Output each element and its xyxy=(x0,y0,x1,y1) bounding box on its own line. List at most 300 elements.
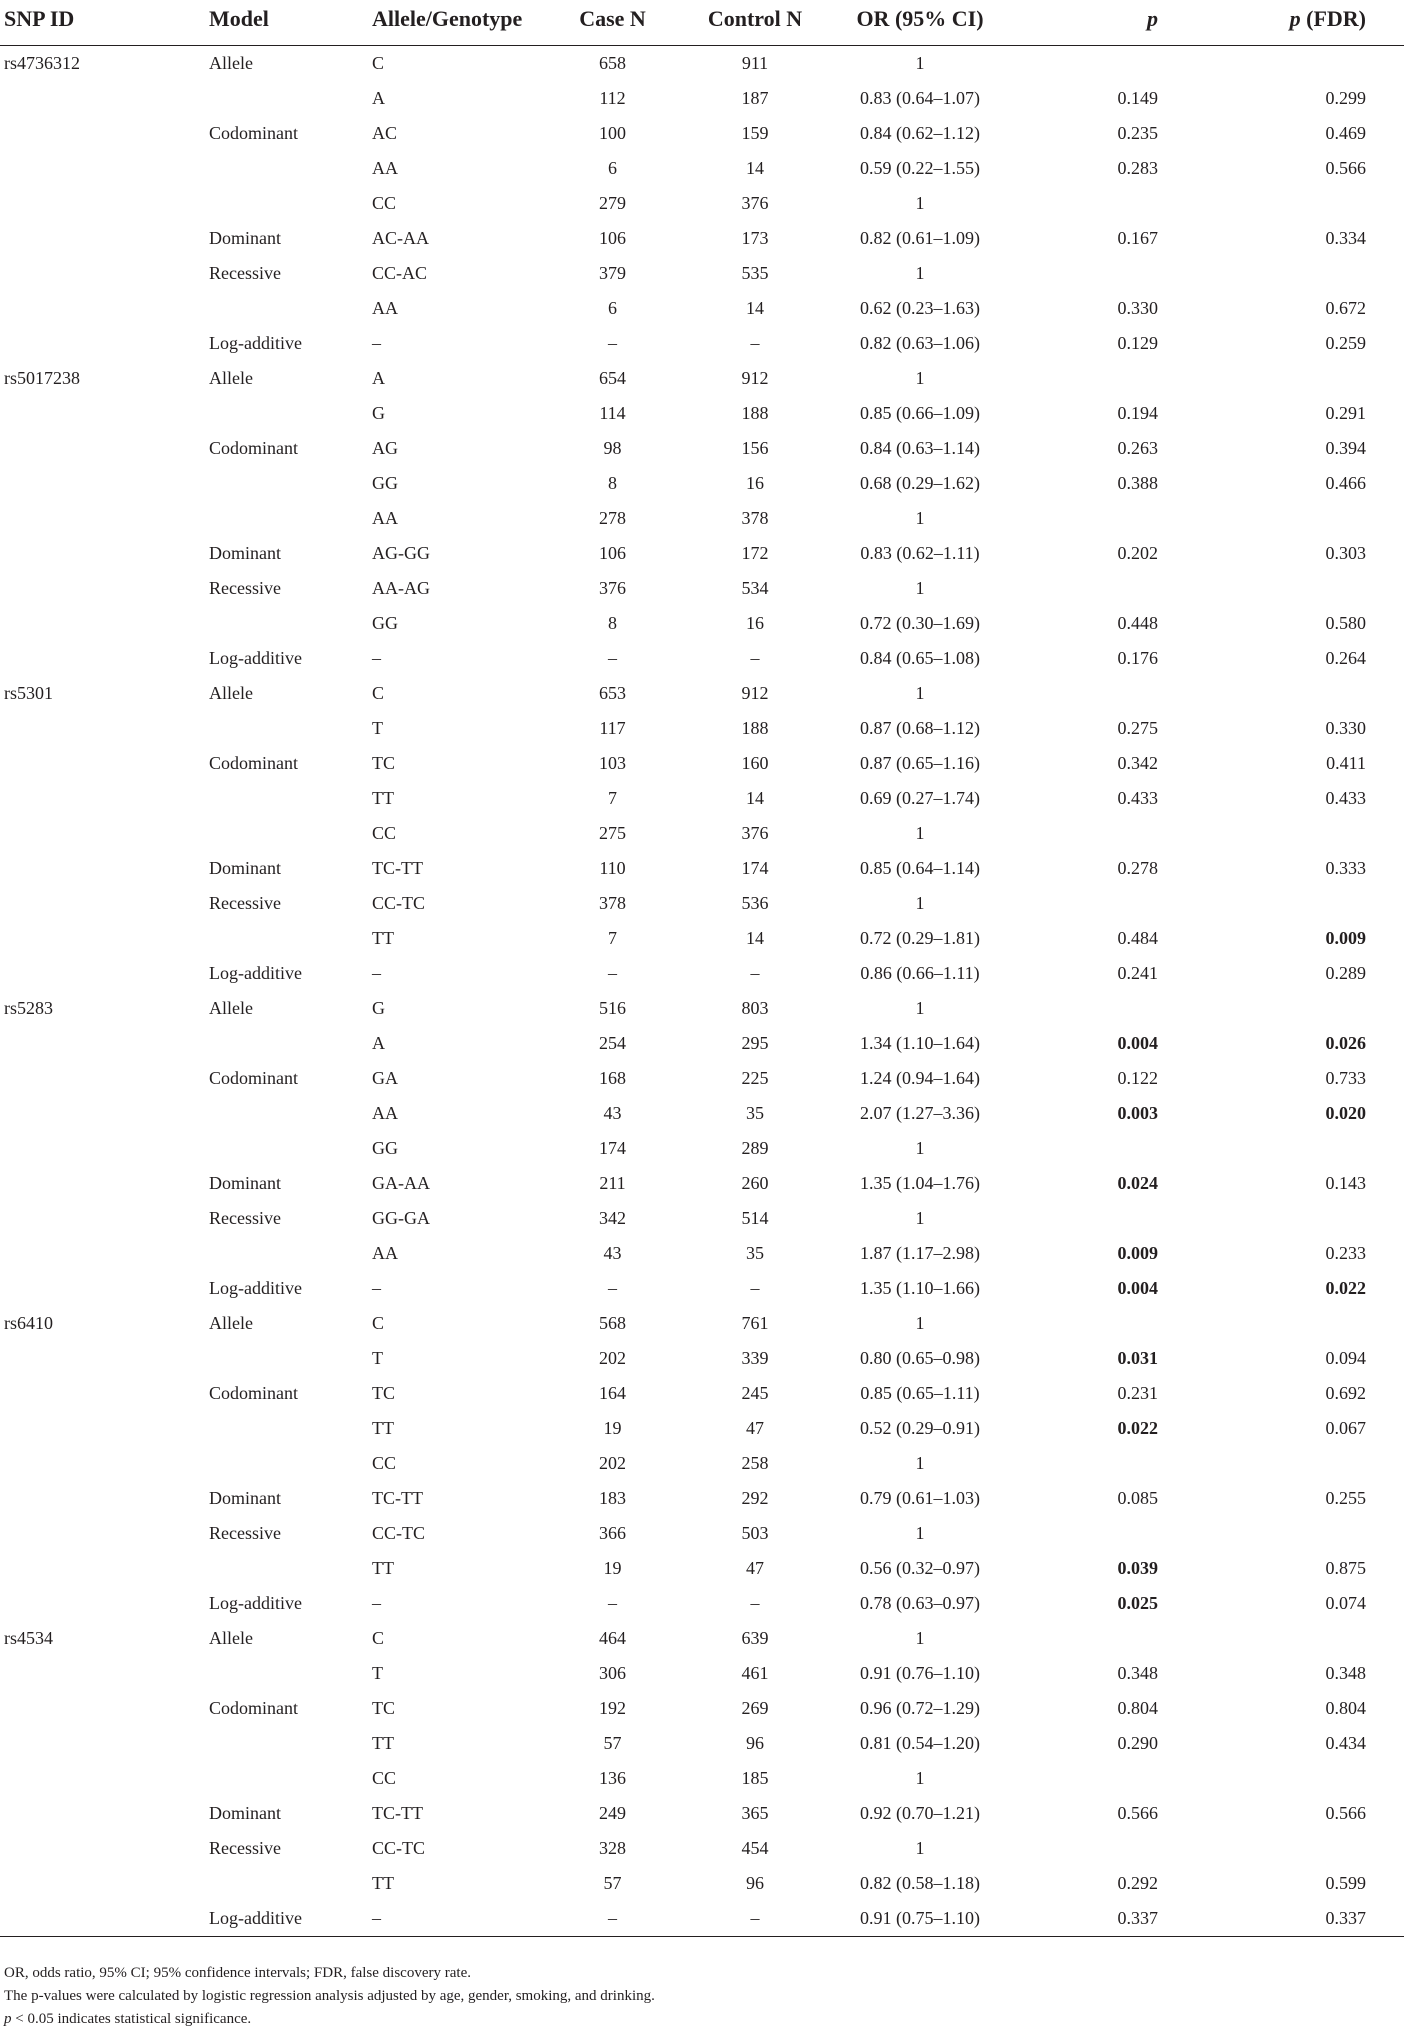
cell-snp-id xyxy=(0,1516,209,1551)
cell-allele-genotype: GG xyxy=(372,1137,398,1158)
cell-snp-id xyxy=(0,1481,209,1516)
table-row xyxy=(0,501,1404,536)
cell-snp-id xyxy=(0,396,209,431)
table-row xyxy=(0,711,1404,746)
footnote-method: The p-values were calculated by logistic regression analysis adjusted by age, gender, smoking, and drinking. xyxy=(4,1988,655,2004)
cell-allele-genotype: TT xyxy=(372,1417,394,1438)
cell-or-ci: 0.78 (0.63–0.97) xyxy=(860,1592,980,1613)
cell-case-n: 516 xyxy=(599,997,626,1018)
table-row xyxy=(0,1236,1404,1271)
cell-allele-genotype: TC xyxy=(372,1697,396,1718)
header-p: p xyxy=(1000,0,1188,45)
cell-allele-genotype: TT xyxy=(372,787,394,808)
cell-snp-id xyxy=(0,1551,209,1586)
table-row xyxy=(0,1761,1404,1796)
cell-case-n: 8 xyxy=(608,472,617,493)
cell-model: Dominant xyxy=(209,542,281,563)
cell-model: Allele xyxy=(209,1627,253,1648)
cell-p-value: 0.292 xyxy=(1117,1872,1158,1893)
cell-control-n: 761 xyxy=(741,1312,769,1333)
cell-model xyxy=(209,151,372,186)
table-row xyxy=(0,921,1404,956)
cell-allele-genotype: CC-AC xyxy=(372,262,428,283)
cell-p-fdr xyxy=(1188,1446,1404,1481)
table-row xyxy=(0,956,1404,991)
cell-allele-genotype: – xyxy=(372,647,381,668)
cell-snp-id xyxy=(0,221,209,256)
cell-model xyxy=(209,921,372,956)
cell-case-n: 379 xyxy=(599,262,626,283)
cell-control-n: 803 xyxy=(741,997,769,1018)
cell-p-value: 0.129 xyxy=(1117,332,1158,353)
cell-p-value xyxy=(1000,1201,1188,1236)
cell-control-n: 292 xyxy=(741,1487,769,1508)
cell-control-n: 514 xyxy=(741,1207,769,1228)
cell-case-n: 103 xyxy=(599,752,626,773)
cell-case-n: – xyxy=(608,962,617,983)
cell-p-fdr: 0.143 xyxy=(1325,1172,1366,1193)
table-row xyxy=(0,1201,1404,1236)
cell-allele-genotype: CC-TC xyxy=(372,1837,426,1858)
table-row xyxy=(0,396,1404,431)
cell-snp-id xyxy=(0,711,209,746)
cell-p-value xyxy=(1000,1831,1188,1866)
cell-p-fdr: 0.337 xyxy=(1188,1901,1404,1937)
cell-model xyxy=(209,1726,372,1761)
cell-p-value xyxy=(1000,361,1188,396)
cell-control-n: – xyxy=(750,1592,760,1613)
cell-p-fdr: 0.330 xyxy=(1325,717,1366,738)
cell-or-ci: 0.83 (0.64–1.07) xyxy=(860,87,980,108)
header-allele-genotype: Allele/Genotype xyxy=(372,0,555,45)
cell-model xyxy=(209,291,372,326)
cell-case-n: 136 xyxy=(599,1767,626,1788)
cell-case-n: 106 xyxy=(599,227,626,248)
cell-or-ci: 1.35 (1.04–1.76) xyxy=(860,1172,980,1193)
cell-control-n: 503 xyxy=(741,1522,769,1543)
cell-case-n: 249 xyxy=(599,1802,626,1823)
cell-p-value: 0.202 xyxy=(1117,542,1158,563)
cell-model: Recessive xyxy=(209,262,281,283)
cell-p-value xyxy=(1000,816,1188,851)
table-header-row xyxy=(0,0,1404,45)
cell-case-n: 43 xyxy=(603,1102,622,1123)
cell-snp-id xyxy=(0,81,209,116)
cell-allele-genotype: G xyxy=(372,997,385,1018)
cell-control-n: 376 xyxy=(741,192,769,213)
cell-p-fdr: 0.469 xyxy=(1325,122,1366,143)
cell-model: Log-additive xyxy=(209,962,302,983)
table-row xyxy=(0,1481,1404,1516)
cell-case-n: 654 xyxy=(599,367,626,388)
cell-control-n: – xyxy=(750,332,760,353)
cell-allele-genotype: TC-TT xyxy=(372,857,423,878)
cell-snp-id xyxy=(0,1446,209,1481)
cell-p-fdr: 0.289 xyxy=(1325,962,1366,983)
cell-snp-id xyxy=(0,1236,209,1271)
table-row xyxy=(0,256,1404,291)
cell-or-ci: 0.91 (0.75–1.10) xyxy=(840,1901,1000,1937)
cell-p-fdr xyxy=(1188,1831,1404,1866)
cell-allele-genotype: TT xyxy=(372,927,394,948)
table-row xyxy=(0,1866,1404,1901)
table-row xyxy=(0,221,1404,256)
cell-p-fdr xyxy=(1188,676,1404,711)
cell-or-ci: 1 xyxy=(915,1767,925,1788)
cell-snp-id xyxy=(0,1796,209,1831)
cell-or-ci: 1 xyxy=(915,192,925,213)
cell-or-ci: 1 xyxy=(915,262,925,283)
cell-allele-genotype: C xyxy=(372,1312,385,1333)
cell-case-n: 174 xyxy=(599,1137,626,1158)
cell-model xyxy=(209,1866,372,1901)
cell-model: Dominant xyxy=(209,857,281,878)
cell-model xyxy=(209,186,372,221)
cell-p-fdr: 0.074 xyxy=(1325,1592,1366,1613)
cell-p-fdr xyxy=(1188,816,1404,851)
table-row xyxy=(0,1446,1404,1481)
cell-allele-genotype: AA xyxy=(372,1102,398,1123)
cell-or-ci: 1 xyxy=(915,577,925,598)
table-row xyxy=(0,1901,1404,1937)
cell-allele-genotype: CC-TC xyxy=(372,1522,426,1543)
cell-control-n: 47 xyxy=(746,1417,764,1438)
cell-p-fdr xyxy=(1188,256,1404,291)
cell-p-value xyxy=(1000,571,1188,606)
cell-or-ci: 0.80 (0.65–0.98) xyxy=(860,1347,980,1368)
cell-control-n: 156 xyxy=(741,437,769,458)
cell-or-ci: 0.91 (0.76–1.10) xyxy=(860,1662,980,1683)
cell-case-n: 328 xyxy=(599,1837,626,1858)
cell-snp-id xyxy=(0,606,209,641)
cell-allele-genotype: AA xyxy=(372,1242,398,1263)
cell-p-value: 0.342 xyxy=(1117,752,1158,773)
cell-model xyxy=(209,711,372,746)
cell-p-fdr xyxy=(1188,45,1404,81)
cell-or-ci: 1.34 (1.10–1.64) xyxy=(860,1032,980,1053)
table-row xyxy=(0,676,1404,711)
cell-case-n: 366 xyxy=(599,1522,626,1543)
cell-p-fdr: 0.303 xyxy=(1325,542,1366,563)
cell-allele-genotype: GA-AA xyxy=(372,1172,430,1193)
cell-p-value: 0.039 xyxy=(1117,1557,1158,1578)
cell-allele-genotype: AC xyxy=(372,122,398,143)
cell-p-fdr xyxy=(1188,571,1404,606)
cell-p-value: 0.003 xyxy=(1117,1102,1158,1123)
footnote-abbreviations: OR, odds ratio, 95% CI; 95% confidence intervals; FDR, false discovery rate. xyxy=(4,1965,471,1981)
cell-p-fdr: 0.264 xyxy=(1325,647,1366,668)
cell-p-value: 0.235 xyxy=(1117,122,1158,143)
cell-case-n: – xyxy=(555,1901,670,1937)
cell-p-fdr xyxy=(1188,1516,1404,1551)
cell-case-n: 57 xyxy=(603,1732,622,1753)
table-row xyxy=(0,536,1404,571)
cell-or-ci: 0.82 (0.58–1.18) xyxy=(860,1872,980,1893)
cell-p-fdr: 0.433 xyxy=(1325,787,1366,808)
cell-model xyxy=(209,396,372,431)
cell-p-fdr xyxy=(1188,886,1404,921)
cell-snp-id: rs6410 xyxy=(4,1312,53,1333)
cell-p-value xyxy=(1000,501,1188,536)
cell-allele-genotype: T xyxy=(372,1662,383,1683)
cell-allele-genotype: T xyxy=(372,717,383,738)
cell-model: Allele xyxy=(209,367,253,388)
cell-control-n: 534 xyxy=(741,577,769,598)
cell-or-ci: 0.79 (0.61–1.03) xyxy=(860,1487,980,1508)
cell-case-n: 568 xyxy=(599,1312,626,1333)
cell-or-ci: 0.72 (0.29–1.81) xyxy=(860,927,980,948)
cell-control-n: 96 xyxy=(746,1732,764,1753)
cell-control-n: 461 xyxy=(741,1662,769,1683)
cell-p-fdr xyxy=(1188,501,1404,536)
cell-snp-id xyxy=(0,1586,209,1621)
cell-snp-id xyxy=(0,536,209,571)
cell-or-ci: 1 xyxy=(915,1312,925,1333)
cell-control-n: 912 xyxy=(741,367,769,388)
cell-or-ci: 1 xyxy=(915,682,925,703)
table-row xyxy=(0,466,1404,501)
cell-snp-id xyxy=(0,1131,209,1166)
cell-model: Allele xyxy=(209,1312,253,1333)
cell-or-ci: 0.72 (0.30–1.69) xyxy=(860,612,980,633)
table-row xyxy=(0,1586,1404,1621)
cell-control-n: 454 xyxy=(741,1837,769,1858)
cell-control-n: 173 xyxy=(741,227,769,248)
cell-case-n: 279 xyxy=(599,192,626,213)
cell-model: Codominant xyxy=(209,1697,298,1718)
cell-control-n: 14 xyxy=(746,157,764,178)
cell-model: Allele xyxy=(209,52,253,73)
cell-model: Recessive xyxy=(209,1522,281,1543)
cell-model xyxy=(209,1236,372,1271)
cell-p-fdr: 0.020 xyxy=(1325,1102,1366,1123)
cell-allele-genotype: AA-AG xyxy=(372,577,430,598)
cell-p-value xyxy=(1000,1446,1188,1481)
cell-case-n: 202 xyxy=(599,1452,626,1473)
cell-control-n: 47 xyxy=(746,1557,764,1578)
cell-p-fdr: 0.022 xyxy=(1325,1277,1366,1298)
cell-model xyxy=(209,1656,372,1691)
cell-allele-genotype: A xyxy=(372,87,385,108)
cell-case-n: 464 xyxy=(599,1627,626,1648)
cell-model xyxy=(209,606,372,641)
cell-p-fdr: 0.875 xyxy=(1325,1557,1366,1578)
cell-p-value: 0.241 xyxy=(1117,962,1158,983)
cell-model: Codominant xyxy=(209,752,298,773)
table-row xyxy=(0,1376,1404,1411)
cell-control-n: 258 xyxy=(741,1452,769,1473)
cell-model: Recessive xyxy=(209,1837,281,1858)
cell-case-n: 19 xyxy=(603,1417,622,1438)
cell-model: Codominant xyxy=(209,1382,298,1403)
cell-snp-id: rs4534 xyxy=(4,1627,53,1648)
table-footnotes xyxy=(4,1962,1324,2031)
cell-p-fdr: 0.299 xyxy=(1325,87,1366,108)
cell-or-ci: 0.84 (0.62–1.12) xyxy=(860,122,980,143)
table-row xyxy=(0,1341,1404,1376)
cell-p-value: 0.085 xyxy=(1117,1487,1158,1508)
cell-allele-genotype: GA xyxy=(372,1067,398,1088)
cell-p-fdr: 0.692 xyxy=(1325,1382,1366,1403)
cell-p-value: 0.122 xyxy=(1117,1067,1158,1088)
cell-or-ci: 1.35 (1.10–1.66) xyxy=(860,1277,980,1298)
cell-allele-genotype: TC xyxy=(372,752,396,773)
cell-snp-id xyxy=(0,1166,209,1201)
cell-allele-genotype: TC-TT xyxy=(372,1487,423,1508)
cell-p-fdr: 0.466 xyxy=(1325,472,1366,493)
footnote-significance xyxy=(4,2008,1324,2031)
cell-allele-genotype: CC xyxy=(372,1767,397,1788)
cell-or-ci: 1 xyxy=(915,367,925,388)
cell-p-value xyxy=(1000,1621,1188,1656)
cell-snp-id xyxy=(0,431,209,466)
cell-snp-id xyxy=(0,746,209,781)
table-row xyxy=(0,186,1404,221)
cell-snp-id xyxy=(0,851,209,886)
cell-control-n: 187 xyxy=(741,87,769,108)
cell-snp-id xyxy=(0,1691,209,1726)
cell-snp-id xyxy=(0,641,209,676)
cell-p-fdr: 0.580 xyxy=(1325,612,1366,633)
table-row xyxy=(0,571,1404,606)
cell-p-value: 0.149 xyxy=(1117,87,1158,108)
cell-p-fdr: 0.672 xyxy=(1325,297,1366,318)
cell-model xyxy=(209,466,372,501)
cell-control-n: 536 xyxy=(741,892,769,913)
cell-allele-genotype: CC xyxy=(372,822,397,843)
cell-case-n: 106 xyxy=(599,542,626,563)
cell-allele-genotype: TT xyxy=(372,1872,394,1893)
cell-or-ci: 0.86 (0.66–1.11) xyxy=(860,962,980,983)
cell-control-n: 639 xyxy=(741,1627,769,1648)
cell-p-value: 0.484 xyxy=(1117,927,1158,948)
cell-or-ci: 0.56 (0.32–0.97) xyxy=(860,1557,980,1578)
cell-model xyxy=(209,1761,372,1796)
cell-allele-genotype: AG xyxy=(372,437,398,458)
cell-p-value: 0.337 xyxy=(1000,1901,1188,1937)
footnote-p-symbol: p xyxy=(4,2011,12,2027)
cell-control-n: 378 xyxy=(741,507,769,528)
cell-model xyxy=(209,1131,372,1166)
cell-control-n: 289 xyxy=(741,1137,769,1158)
cell-case-n: 6 xyxy=(608,297,617,318)
cell-or-ci: 0.85 (0.64–1.14) xyxy=(860,857,980,878)
cell-or-ci: 0.52 (0.29–0.91) xyxy=(860,1417,980,1438)
cell-case-n: 110 xyxy=(599,857,626,878)
cell-case-n: 168 xyxy=(599,1067,626,1088)
cell-model: Dominant xyxy=(209,1172,281,1193)
cell-p-value xyxy=(1000,186,1188,221)
cell-p-value: 0.348 xyxy=(1117,1662,1158,1683)
cell-case-n: 192 xyxy=(599,1697,626,1718)
cell-allele-genotype: CC xyxy=(372,1452,397,1473)
cell-control-n: 14 xyxy=(746,787,764,808)
table-row xyxy=(0,1831,1404,1866)
table-row xyxy=(0,361,1404,396)
cell-snp-id xyxy=(0,256,209,291)
cell-or-ci: 1 xyxy=(915,1522,925,1543)
cell-p-fdr: 0.334 xyxy=(1325,227,1366,248)
cell-control-n: 295 xyxy=(741,1032,769,1053)
cell-p-value: 0.448 xyxy=(1117,612,1158,633)
cell-model xyxy=(209,1446,372,1481)
cell-allele-genotype: A xyxy=(372,367,385,388)
table-row xyxy=(0,431,1404,466)
cell-p-value: 0.275 xyxy=(1117,717,1158,738)
cell-or-ci: 1 xyxy=(915,1137,925,1158)
cell-model: Allele xyxy=(209,682,253,703)
cell-p-value: 0.022 xyxy=(1117,1417,1158,1438)
cell-model xyxy=(209,501,372,536)
cell-case-n: 164 xyxy=(599,1382,626,1403)
cell-p-value xyxy=(1000,1306,1188,1341)
cell-control-n: 912 xyxy=(741,682,769,703)
cell-allele-genotype: TC xyxy=(372,1382,396,1403)
header-p-fdr-italic: p xyxy=(1289,6,1301,31)
cell-model: Recessive xyxy=(209,577,281,598)
table-row xyxy=(0,1656,1404,1691)
cell-or-ci: 0.96 (0.72–1.29) xyxy=(860,1697,980,1718)
cell-case-n: 7 xyxy=(608,787,617,808)
cell-or-ci: 1 xyxy=(915,1627,925,1648)
cell-p-value xyxy=(1000,1131,1188,1166)
cell-allele-genotype: AC-AA xyxy=(372,227,429,248)
cell-p-value: 0.004 xyxy=(1117,1277,1158,1298)
cell-snp-id xyxy=(0,956,209,991)
cell-snp-id xyxy=(0,1901,209,1937)
cell-p-value: 0.004 xyxy=(1117,1032,1158,1053)
cell-p-fdr: 0.733 xyxy=(1325,1067,1366,1088)
cell-or-ci: 0.69 (0.27–1.74) xyxy=(860,787,980,808)
cell-p-fdr: 0.348 xyxy=(1325,1662,1366,1683)
cell-allele-genotype: GG xyxy=(372,612,398,633)
cell-case-n: 19 xyxy=(603,1557,622,1578)
cell-p-fdr: 0.434 xyxy=(1325,1732,1366,1753)
cell-model: Log-additive xyxy=(209,1277,302,1298)
cell-control-n: 160 xyxy=(741,752,769,773)
cell-model: Codominant xyxy=(209,1067,298,1088)
cell-snp-id xyxy=(0,291,209,326)
cell-or-ci: 1 xyxy=(915,52,925,73)
cell-model: Allele xyxy=(209,997,253,1018)
cell-case-n: 202 xyxy=(599,1347,626,1368)
table-row xyxy=(0,1411,1404,1446)
cell-p-value xyxy=(1000,886,1188,921)
cell-case-n: 378 xyxy=(599,892,626,913)
cell-p-value: 0.433 xyxy=(1117,787,1158,808)
cell-model: Dominant xyxy=(209,227,281,248)
cell-control-n: – xyxy=(750,647,760,668)
cell-snp-id xyxy=(0,501,209,536)
table-row xyxy=(0,851,1404,886)
cell-or-ci: 0.85 (0.65–1.11) xyxy=(860,1382,980,1403)
cell-allele-genotype: – xyxy=(372,332,381,353)
cell-snp-id xyxy=(0,1866,209,1901)
cell-snp-id: rs5017238 xyxy=(4,367,80,388)
cell-case-n: 57 xyxy=(603,1872,622,1893)
cell-snp-id xyxy=(0,1376,209,1411)
cell-or-ci: 0.92 (0.70–1.21) xyxy=(860,1802,980,1823)
cell-case-n: 100 xyxy=(599,122,626,143)
cell-snp-id xyxy=(0,1656,209,1691)
cell-or-ci: 0.84 (0.63–1.14) xyxy=(860,437,980,458)
cell-p-fdr: 0.067 xyxy=(1325,1417,1366,1438)
cell-p-fdr: 0.804 xyxy=(1325,1697,1366,1718)
header-snp-id: SNP ID xyxy=(0,0,209,45)
table-row xyxy=(0,116,1404,151)
cell-p-fdr: 0.259 xyxy=(1325,332,1366,353)
cell-control-n: 35 xyxy=(746,1242,764,1263)
